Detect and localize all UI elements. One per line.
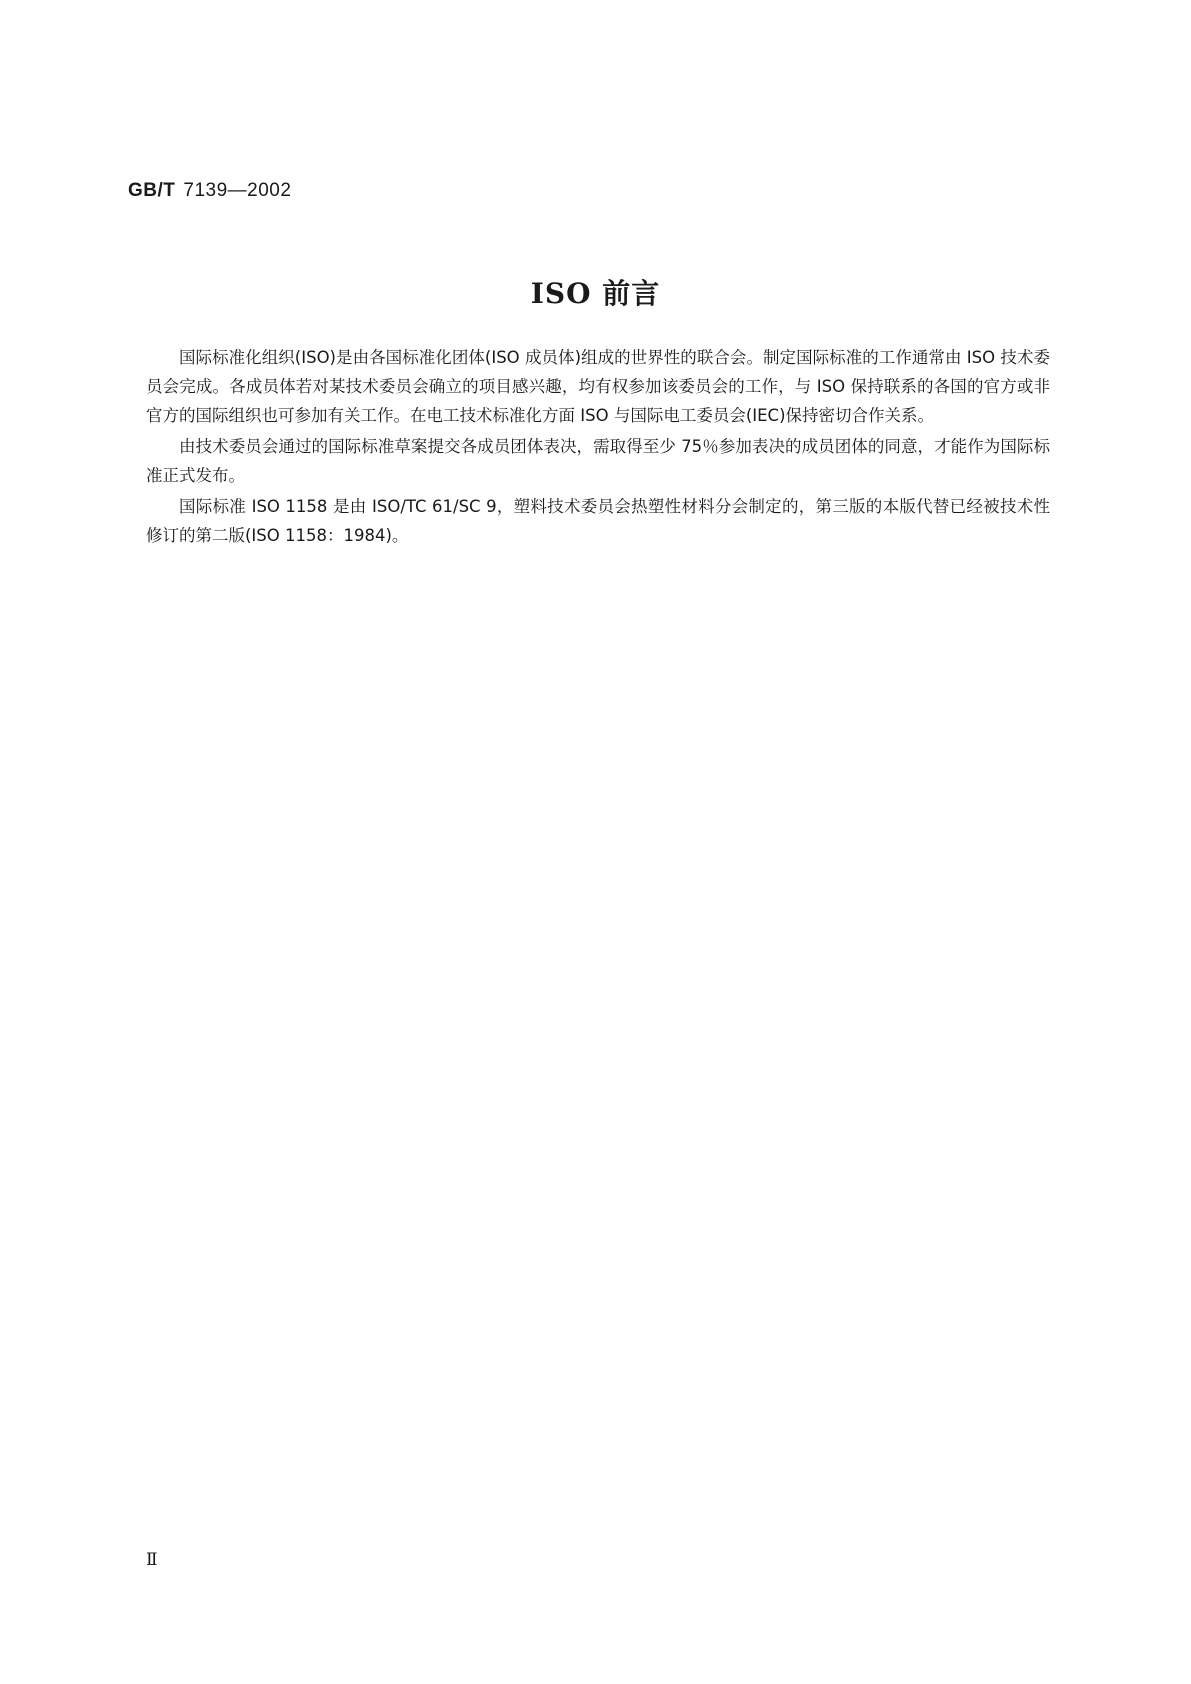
page-number: Ⅱ [146,1550,158,1570]
paragraph-2: 由技术委员会通过的国际标准草案提交各成员团体表决，需取得至少 75％参加表决的成员团体的同意，才能作为国际标准正式发布。 [146,437,1050,485]
foreword-body [146,343,1050,552]
page-title: ISO 前言 [530,277,661,310]
standard-code-number: 7139—2002 [183,180,292,201]
standard-code-prefix: GB/T [128,180,176,201]
paragraph-1: 国际标准化组织(ISO)是由各国标准化团体(ISO 成员体)组成的世界性的联合会。制定国际标准的工作通常由 ISO 技术委员会完成。各成员体若对某技术委员会确立的项目感兴趣，均有权参加该委员会的工作，与 ISO 保持联系的各国的官方或非官方的国际组织也可参加有关工作。在电工技术标准化方面 ISO 与国际电工委员会(IEC)保持密切合作关系。 [146,348,1050,425]
paragraph-3: 国际标准 ISO 1158 是由 ISO/TC 61/SC 9，塑料技术委员会热塑性材料分会制定的，第三版的本版代替已经被技术性修订的第二版(ISO 1158：1984)。 [146,497,1050,545]
standard-code [128,180,291,202]
